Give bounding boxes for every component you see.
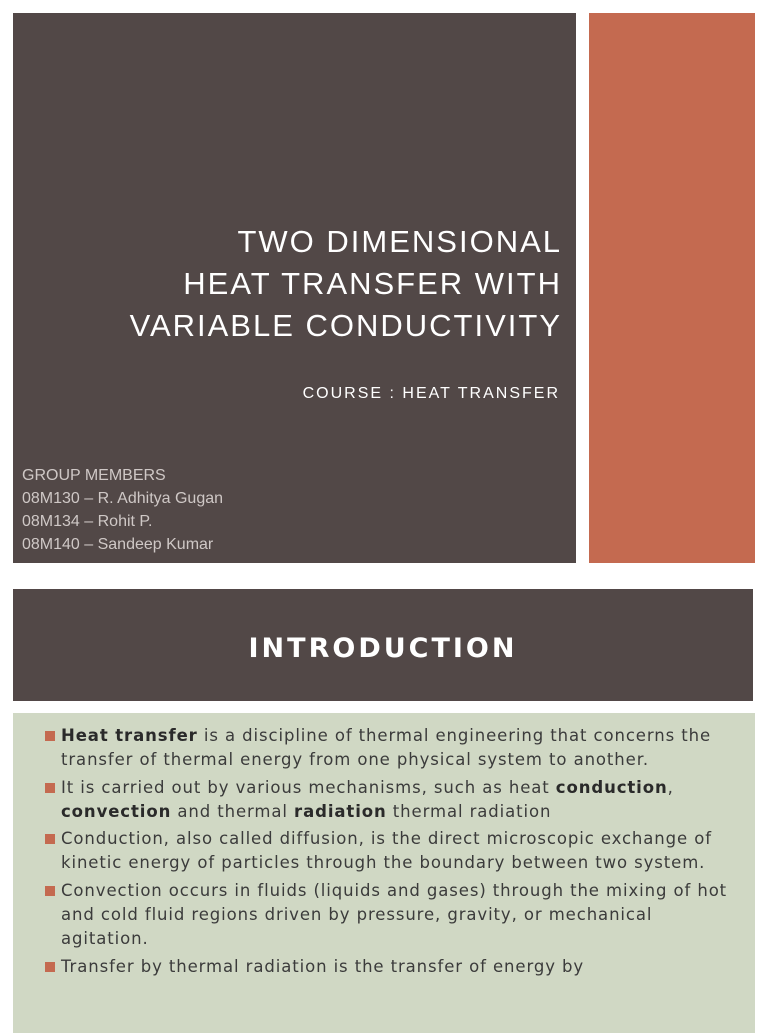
title-slide [13, 13, 576, 563]
bullet-square-icon [45, 886, 55, 896]
bullet-text: Conduction, also called diffusion, is the direct microscopic exchange of kinetic energy of particles through the boundary between two system. [61, 829, 712, 873]
bullet-text: and thermal [171, 801, 295, 821]
member-item: 08M140 – Sandeep Kumar [22, 536, 214, 553]
member-item: 08M134 – Rohit P. [22, 513, 153, 530]
bullet-item [43, 879, 735, 952]
bullet-bold-term: conduction [555, 777, 668, 797]
group-members [22, 464, 223, 556]
presentation-title [42, 221, 562, 347]
bullet-bold-term: radiation [294, 801, 387, 821]
bullet-item [43, 955, 735, 979]
bullet-text: thermal radiation [386, 801, 552, 821]
bullet-square-icon [45, 962, 55, 972]
bullet-bold-term: Heat transfer [61, 726, 198, 745]
bullet-text: Transfer by thermal radiation is the transfer of energy by [61, 956, 585, 976]
bullet-item [43, 776, 735, 825]
bullet-square-icon [45, 834, 55, 844]
member-item: 08M130 – R. Adhitya Gugan [22, 490, 224, 507]
bullet-item [43, 724, 735, 773]
members-header: GROUP MEMBERS [22, 467, 166, 484]
bullet-text: Convection occurs in fluids (liquids and gases) through the mixing of hot and cold fluid regions driven by pressure, gravity, or mechanical agitation. [61, 880, 728, 949]
accent-panel [589, 13, 755, 563]
intro-slide-body [13, 713, 755, 1033]
bullet-square-icon [45, 783, 55, 793]
bullet-list [13, 713, 755, 979]
introduction-title: INTRODUCTION [248, 633, 518, 664]
bullet-text: , [667, 777, 674, 797]
title-line: VARIABLE CONDUCTIVITY [129, 308, 562, 343]
bullet-bold-term: convection [61, 801, 172, 821]
title-line: HEAT TRANSFER WITH [183, 266, 562, 301]
bullet-text: is a discipline of thermal engineering that concerns the transfer of thermal energy from one physical system to another. [61, 726, 712, 770]
bullet-item [43, 827, 735, 876]
intro-slide-header [13, 589, 753, 701]
bullet-text: It is carried out by various mechanisms, such as heat [61, 777, 556, 797]
course-subtitle: COURSE : HEAT TRANSFER [302, 385, 560, 402]
title-line: TWO DIMENSIONAL [237, 224, 562, 259]
bullet-square-icon [45, 731, 55, 741]
